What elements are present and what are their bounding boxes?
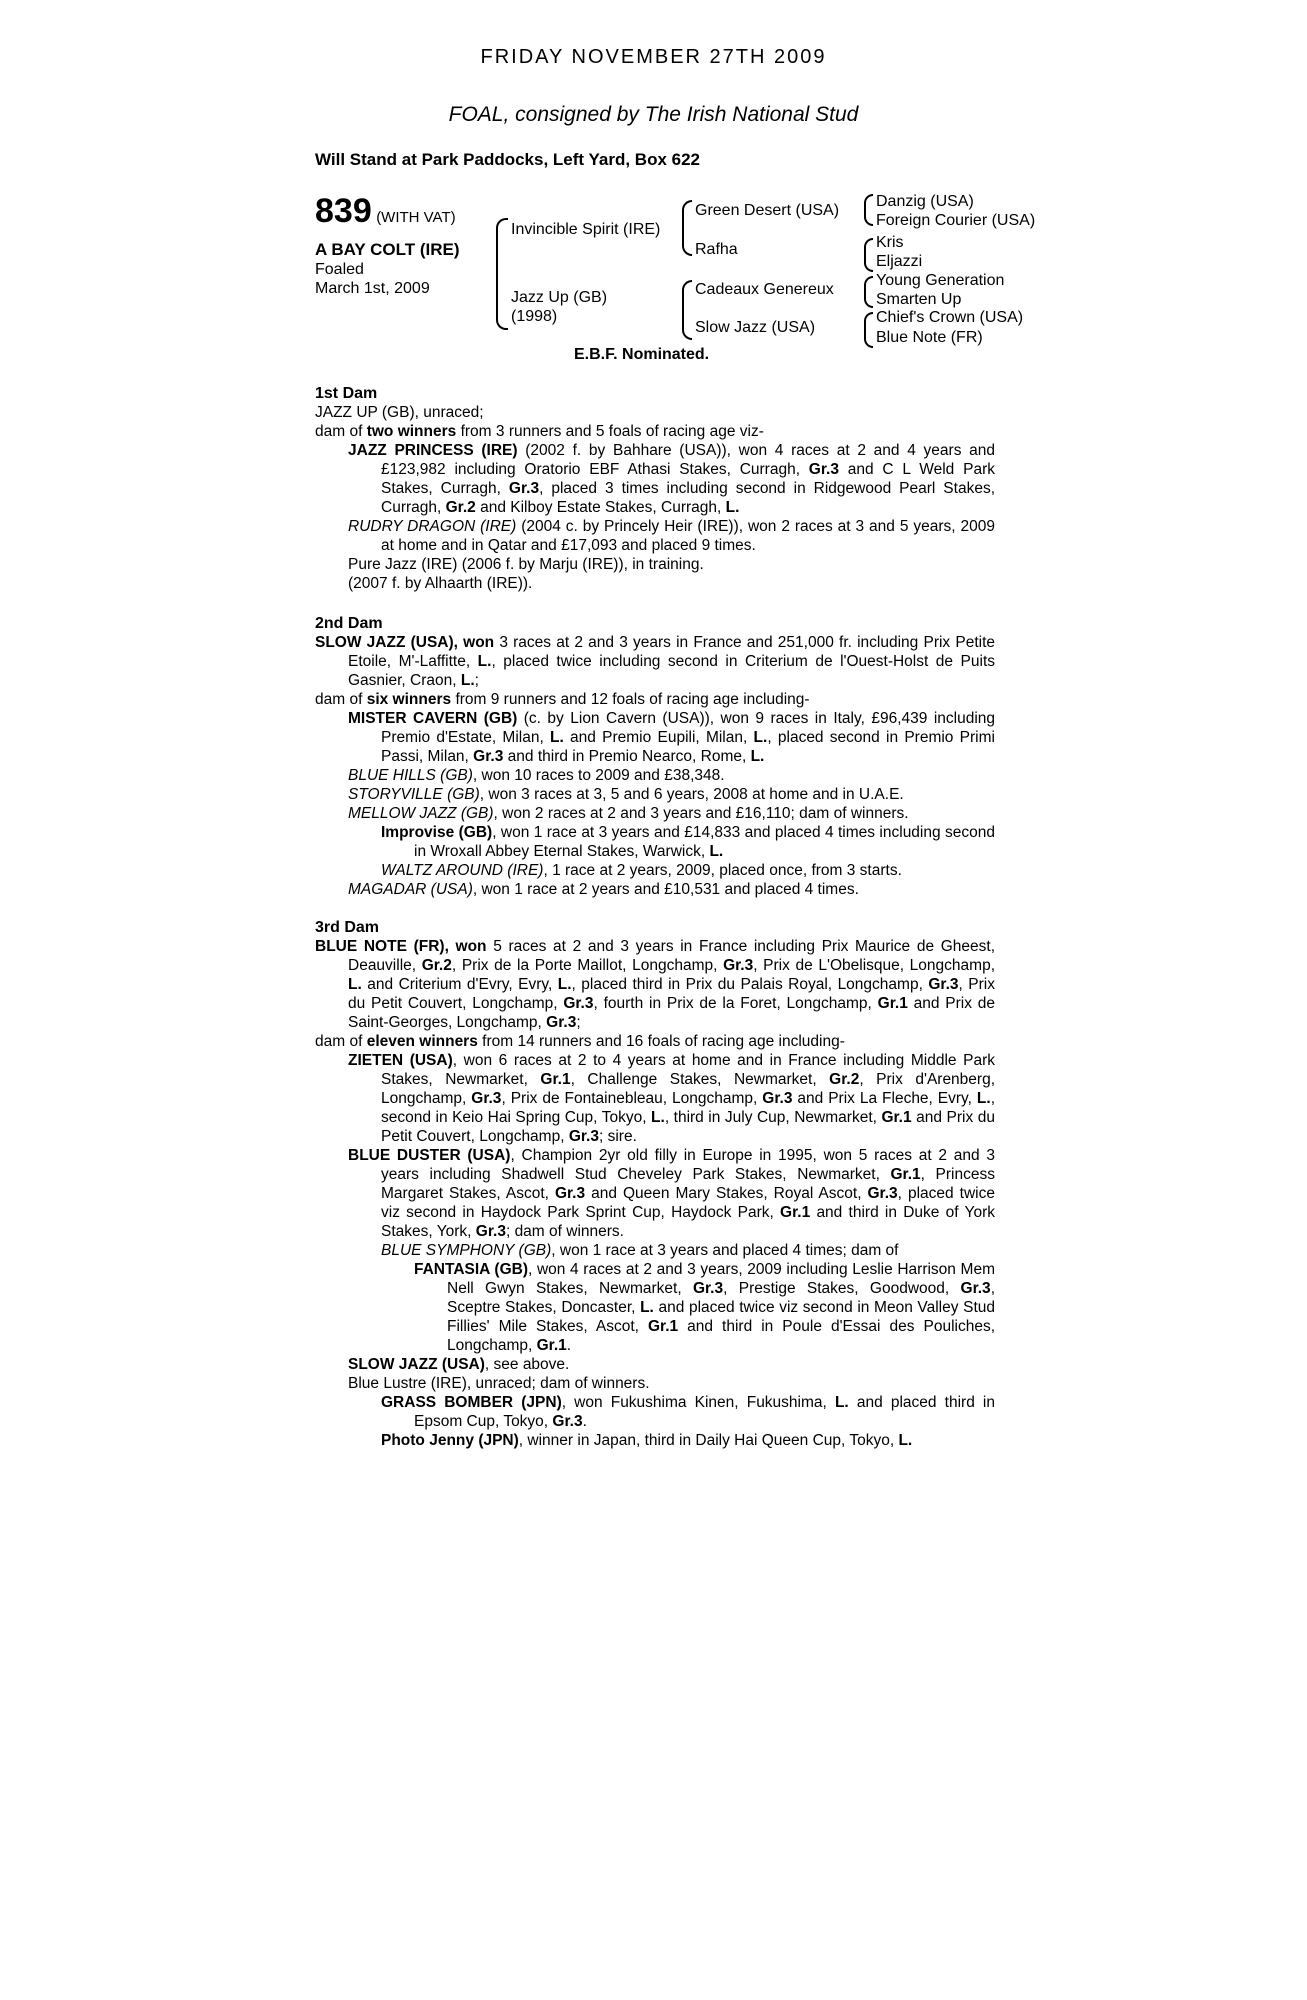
- sale-date: FRIDAY NOVEMBER 27TH 2009: [480, 46, 827, 68]
- first-dam-title: 1st Dam: [315, 385, 378, 402]
- second-dam-progeny-waltz-around: WALTZ AROUND (IRE), 1 race at 2 years, 2009, placed once, from 3 starts.: [381, 862, 902, 879]
- third-dam-progeny-slow-jazz: SLOW JAZZ (USA), see above.: [348, 1356, 570, 1373]
- second-dam-progeny-improvise: Improvise (GB), won 1 race at 3 years and £14,833 and placed 4 times including second in Wroxall Abbey Eternal Stakes, Warwick, L.: [381, 824, 995, 860]
- third-dam-title: 3rd Dam: [315, 919, 380, 936]
- pedigree-g5: Young Generation: [876, 272, 1005, 289]
- consignor-line: FOAL, consigned by The Irish National Stud: [448, 103, 859, 126]
- first-dam-intro: JAZZ UP (GB), unraced;: [315, 404, 484, 421]
- pedigree-g2: Foreign Courier (USA): [876, 212, 1036, 229]
- first-dam-progeny-2: RUDRY DRAGON (IRE) (2004 c. by Princely Heir (IRE)), won 2 races at 3 and 5 years, 2009 at home and in Qatar and £17,093 and placed 9 times.: [348, 518, 995, 554]
- lot-number-line: [315, 192, 456, 231]
- foaled-date: March 1st, 2009: [315, 280, 430, 297]
- pedigree-g8: Blue Note (FR): [876, 329, 983, 346]
- pedigree-brace-sire: [682, 200, 692, 256]
- third-dam-progeny-grass-bomber: GRASS BOMBER (JPN), won Fukushima Kinen, Fukushima, L. and placed third in Epsom Cup, Tokyo, Gr.3.: [381, 1394, 995, 1430]
- second-dam-progeny-blue-hills: BLUE HILLS (GB), won 10 races to 2009 and £38,348.: [348, 767, 725, 784]
- lot-number: 839: [315, 192, 372, 230]
- foaled-label: Foaled: [315, 261, 364, 278]
- first-dam-produce: dam of two winners from 3 runners and 5 foals of racing age viz-: [315, 423, 764, 440]
- lot-title: A BAY COLT (IRE): [315, 240, 460, 259]
- second-dam-progeny-mellow-jazz: MELLOW JAZZ (GB), won 2 races at 2 and 3 years and £16,110; dam of winners.: [348, 805, 909, 822]
- third-dam-progeny-photo-jenny: Photo Jenny (JPN), winner in Japan, third in Daily Hai Queen Cup, Tokyo, L.: [381, 1432, 913, 1449]
- third-dam-produce: dam of eleven winners from 14 runners and 16 foals of racing age including-: [315, 1033, 845, 1050]
- pedigree-dam-sire: Cadeaux Genereux: [695, 281, 834, 298]
- pedigree-sire-dam: Rafha: [695, 241, 738, 258]
- first-dam-progeny-1: JAZZ PRINCESS (IRE) (2002 f. by Bahhare (USA)), won 4 races at 2 and 4 years and £123,982 including Oratorio EBF Athasi Stakes, Curragh, Gr.3 and C L Weld Park Stakes, Curragh, Gr.3, placed 3 times including second in Ridgewood Pearl Stakes, Curragh, Gr.2 and Kilboy Estate Stakes, Curragh, L.: [348, 442, 996, 516]
- first-dam-progeny-4: (2007 f. by Alhaarth (IRE)).: [348, 575, 533, 592]
- pedigree-dam-year: (1998): [511, 308, 558, 325]
- pedigree-brace-main: [496, 218, 508, 330]
- second-dam-progeny-mister-cavern: MISTER CAVERN (GB) (c. by Lion Cavern (USA)), won 9 races in Italy, £96,439 including Premio d'Estate, Milan, L. and Premio Eupili, Milan, L., placed second in Premio Primi Passi, Milan, Gr.3 and third in Premio Nearco, Rome, L.: [348, 710, 996, 765]
- ebf-note: E.B.F. Nominated.: [574, 346, 710, 363]
- third-dam-progeny-blue-lustre: Blue Lustre (IRE), unraced; dam of winners.: [348, 1375, 650, 1392]
- third-dam-record: BLUE NOTE (FR), won 5 races at 2 and 3 years in France including Prix Maurice de Gheest, Deauville, Gr.2, Prix de la Porte Maillot, Longchamp, Gr.3, Prix de L'Obelisque, Longchamp, L. and Criterium d'Evry, Evry, L., placed third in Prix du Palais Royal, Longchamp, Gr.3, Prix du Petit Couvert, Longchamp, Gr.3, fourth in Prix de la Foret, Longchamp, Gr.1 and Prix de Saint-Georges, Longchamp, Gr.3;: [315, 938, 996, 1031]
- second-dam-progeny-magadar: MAGADAR (USA), won 1 race at 2 years and £10,531 and placed 4 times.: [348, 881, 859, 898]
- third-dam-section: [315, 918, 995, 1450]
- pedigree-brace-dam: [682, 280, 692, 340]
- second-dam-section: [315, 614, 995, 899]
- pedigree-dam-dam: Slow Jazz (USA): [695, 319, 816, 336]
- pedigree-brace-g4: [864, 312, 873, 348]
- third-dam-progeny-zieten: ZIETEN (USA), won 6 races at 2 to 4 years at home and in France including Middle Park Stakes, Newmarket, Gr.1, Challenge Stakes, Newmarket, Gr.2, Prix d'Arenberg, Longchamp, Gr.3, Prix de Fontainebleau, Longchamp, Gr.3 and Prix La Fleche, Evry, L., second in Keio Hai Spring Cup, Tokyo, L., third in July Cup, Newmarket, Gr.1 and Prix du Petit Couvert, Longchamp, Gr.3; sire.: [348, 1052, 996, 1145]
- second-dam-title: 2nd Dam: [315, 615, 383, 632]
- stand-location: Will Stand at Park Paddocks, Left Yard, Box 622: [315, 150, 700, 169]
- third-dam-progeny-blue-duster: BLUE DUSTER (USA), Champion 2yr old filly in Europe in 1995, won 5 races at 2 and 3 years including Shadwell Stud Cheveley Park Stakes, Newmarket, Gr.1, Princess Margaret Stakes, Ascot, Gr.3 and Queen Mary Stakes, Royal Ascot, Gr.3, placed twice viz second in Haydock Park Sprint Cup, Haydock Park, Gr.1 and third in Duke of York Stakes, York, Gr.3; dam of winners.: [348, 1147, 995, 1240]
- vat-note: (WITH VAT): [376, 209, 456, 226]
- second-dam-progeny-storyville: STORYVILLE (GB), won 3 races at 3, 5 and 6 years, 2008 at home and in U.A.E.: [348, 786, 904, 803]
- pedigree-g4: Eljazzi: [876, 253, 923, 270]
- pedigree-brace-g3: [864, 276, 873, 308]
- pedigree-sire: Invincible Spirit (IRE): [511, 221, 661, 238]
- pedigree-dam: Jazz Up (GB): [511, 289, 608, 306]
- pedigree-sire-sire: Green Desert (USA): [695, 202, 840, 219]
- pedigree-g6: Smarten Up: [876, 291, 962, 308]
- second-dam-produce: dam of six winners from 9 runners and 12 foals of racing age including-: [315, 691, 810, 708]
- pedigree-g7: Chief's Crown (USA): [876, 309, 1024, 326]
- pedigree-g3: Kris: [876, 234, 904, 251]
- pedigree-brace-g2: [864, 238, 873, 272]
- first-dam-section: [315, 384, 995, 593]
- second-dam-record: SLOW JAZZ (USA), won 3 races at 2 and 3 years in France and 251,000 fr. including Prix Petite Etoile, M'-Laffitte, L., placed twice including second in Criterium de l'Ouest-Holst de Puits Gasnier, Craon, L.;: [315, 634, 996, 689]
- third-dam-progeny-blue-symphony: BLUE SYMPHONY (GB), won 1 race at 3 years and placed 4 times; dam of: [381, 1242, 899, 1259]
- pedigree-g1: Danzig (USA): [876, 193, 974, 210]
- first-dam-progeny-3: Pure Jazz (IRE) (2006 f. by Marju (IRE)), in training.: [348, 556, 704, 573]
- third-dam-progeny-fantasia: FANTASIA (GB), won 4 races at 2 and 3 years, 2009 including Leslie Harrison Mem Nell Gwyn Stakes, Newmarket, Gr.3, Prestige Stakes, Goodwood, Gr.3, Sceptre Stakes, Doncaster, L. and placed twice viz second in Meon Valley Stud Fillies' Mile Stakes, Ascot, Gr.1 and third in Poule d'Essai des Pouliches, Longchamp, Gr.1.: [414, 1261, 996, 1354]
- pedigree-brace-g1: [864, 194, 873, 226]
